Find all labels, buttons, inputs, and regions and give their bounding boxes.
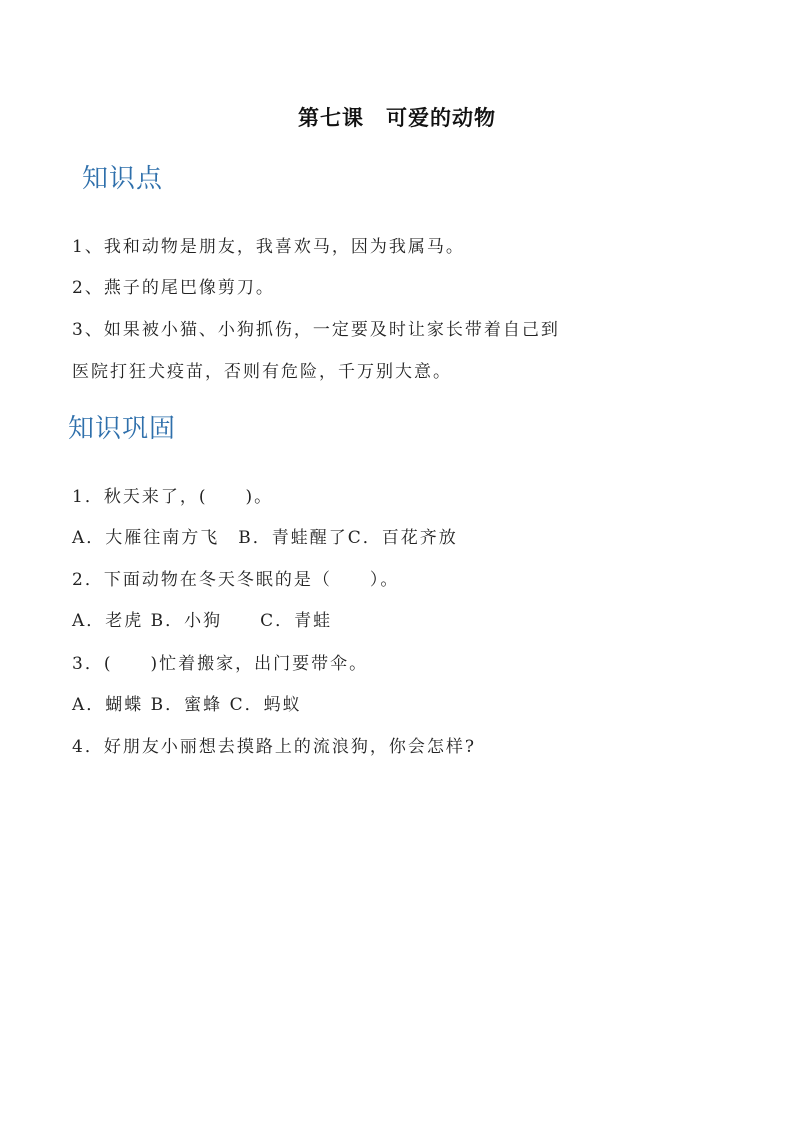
- question-4-stem: 4．好朋友小丽想去摸路上的流浪狗，你会怎样?: [72, 737, 476, 757]
- knowledge-point-2: 2、燕子的尾巴像剪刀。: [72, 278, 275, 298]
- question-3-stem: 3．( )忙着搬家，出门要带伞。: [72, 654, 369, 674]
- question-3-options: A．蝴蝶 B．蜜蜂 C．蚂蚁: [72, 695, 302, 715]
- question-2-options: A．老虎 B．小狗 C．青蛙: [72, 611, 333, 631]
- question-1-stem: 1．秋天来了，( )。: [72, 487, 274, 507]
- section-heading-knowledge-consolidation: 知识巩固: [68, 414, 177, 444]
- knowledge-point-1: 1、我和动物是朋友，我喜欢马，因为我属马。: [72, 237, 465, 257]
- question-2-stem: 2．下面动物在冬天冬眠的是（ ）。: [72, 570, 400, 590]
- knowledge-point-3: 3、如果被小猫、小狗抓伤，一定要及时让家长带着自己到: [72, 320, 560, 340]
- question-1-options: A．大雁往南方飞 B．青蛙醒了C．百花齐放: [72, 528, 458, 548]
- page-title: 第七课 可爱的动物: [298, 105, 496, 130]
- knowledge-point-3-continued: 医院打狂犬疫苗，否则有危险，千万别大意。: [72, 362, 452, 382]
- section-heading-knowledge-points: 知识点: [82, 164, 164, 194]
